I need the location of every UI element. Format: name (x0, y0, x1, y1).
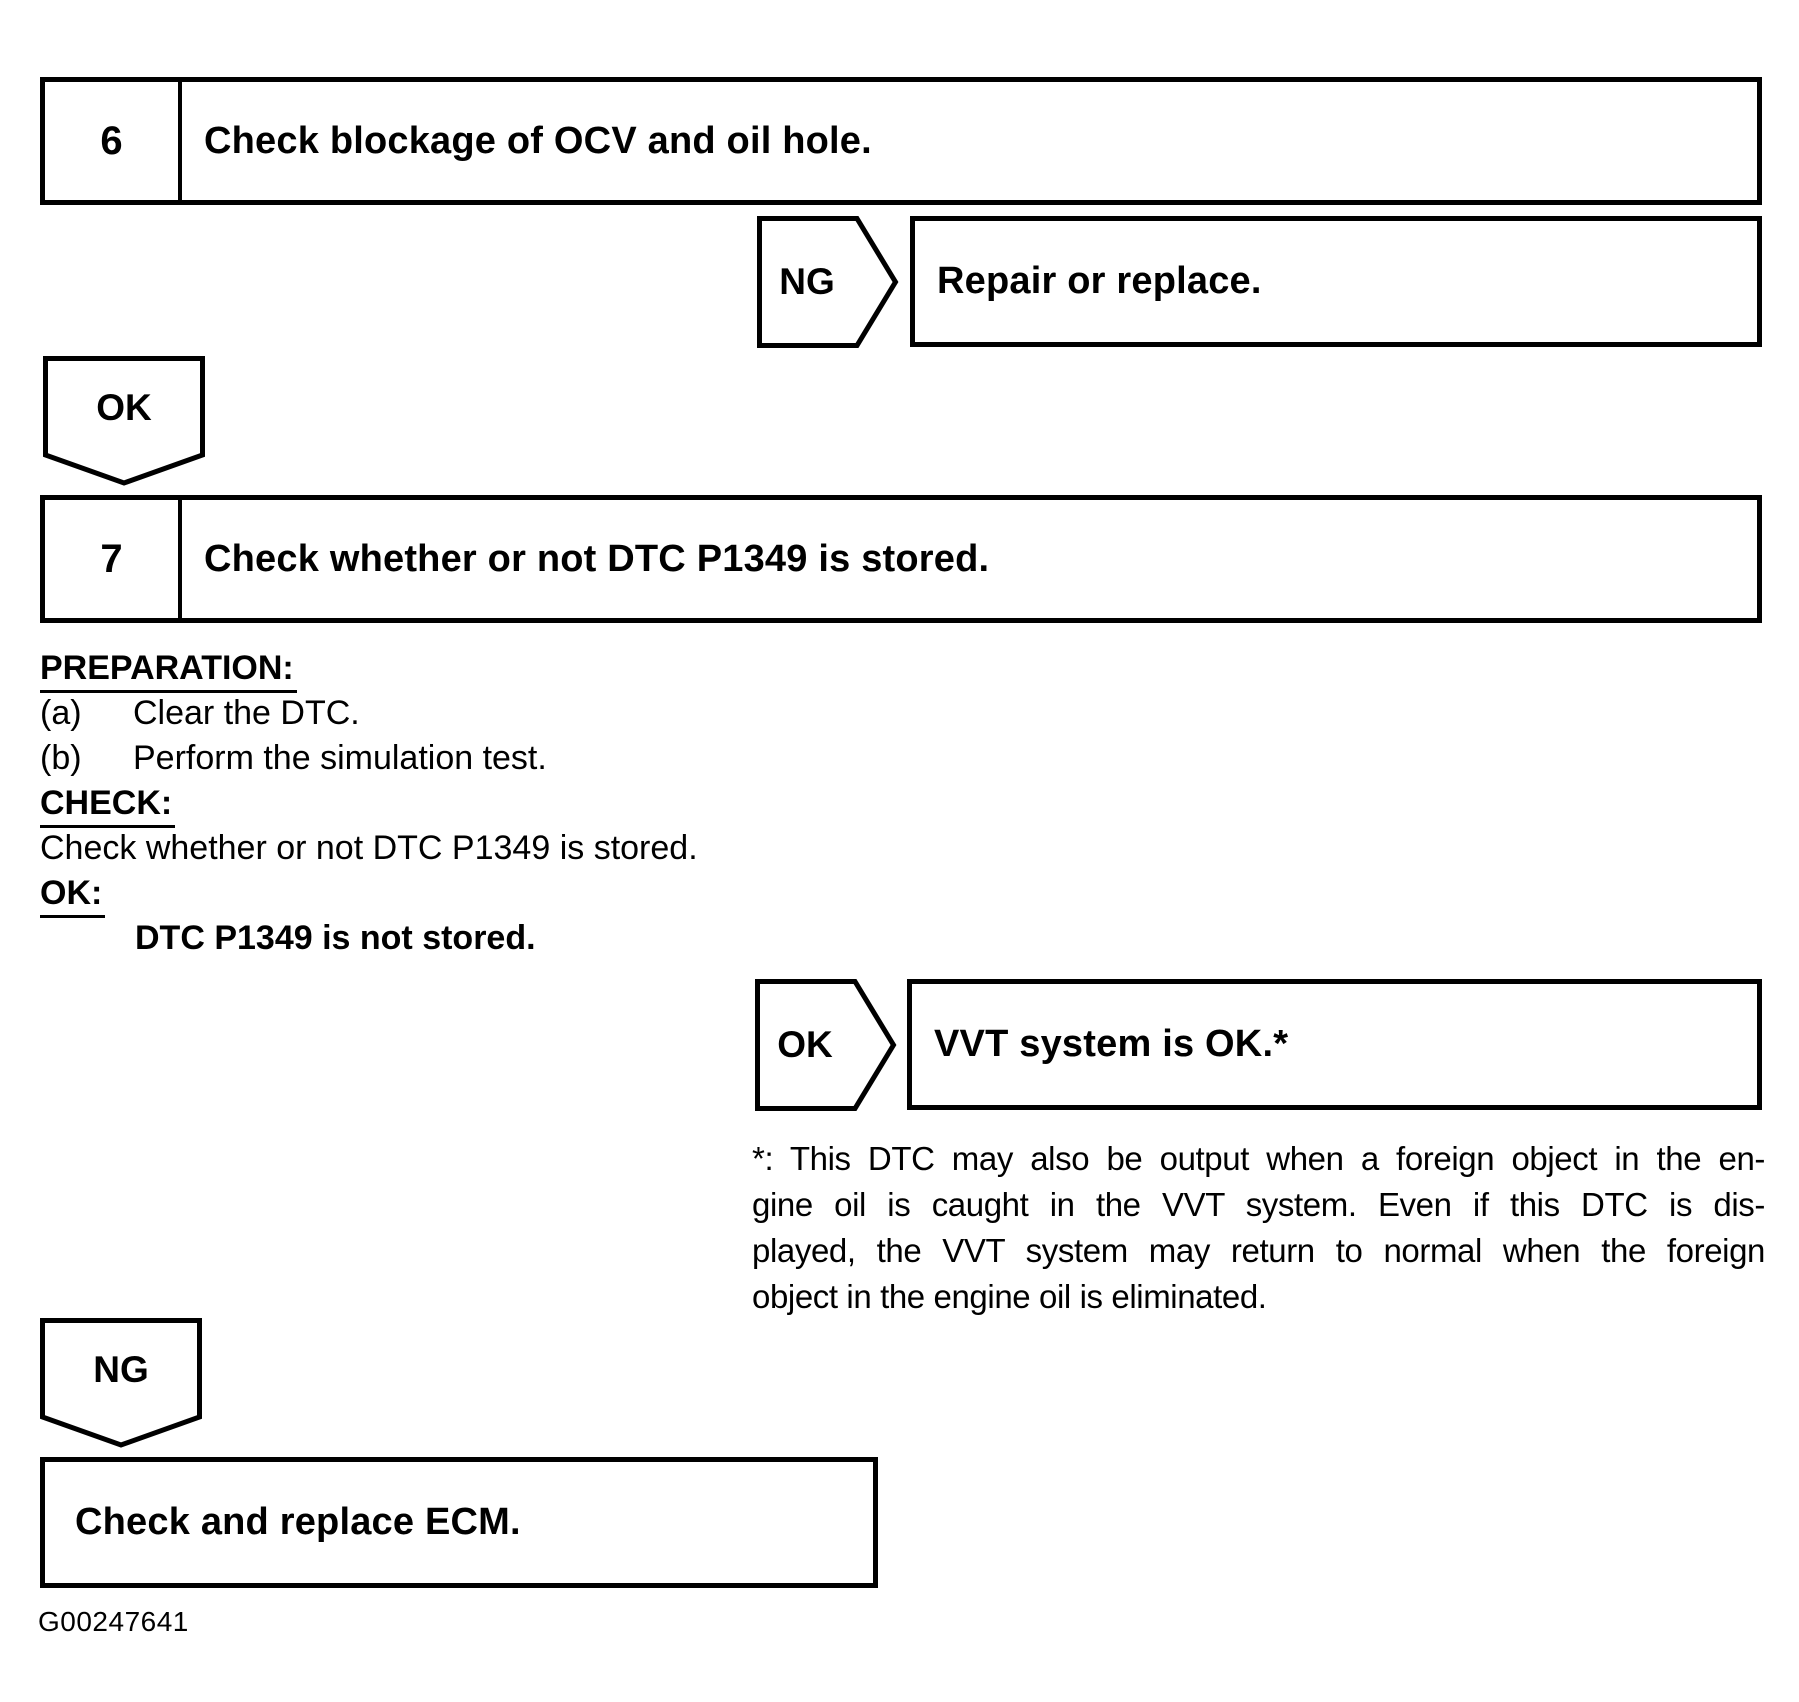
footnote-line: played, the VVT system may return to normal when the foreign (752, 1232, 1765, 1269)
ng-branch-tag (757, 216, 899, 348)
vvt-ok-box (907, 979, 1762, 1110)
result-text: VVT system is OK.* (934, 1023, 1289, 1065)
check-heading: CHECK: (40, 781, 940, 826)
footnote-line: *: This DTC may also be output when a foreign object in the en- (752, 1140, 1765, 1177)
footnote-line: object in the engine oil is eliminated. (752, 1278, 1267, 1315)
item-text: Perform the simulation test. (133, 739, 547, 777)
check-replace-ecm-box (40, 1457, 878, 1588)
step-number: 7 (45, 500, 182, 618)
ok-flow-label: OK (96, 387, 152, 428)
preparation-heading: PREPARATION: (40, 646, 940, 691)
ok-branch-label: OK (777, 1024, 833, 1065)
ok-heading: OK: (40, 871, 940, 916)
step-7-box (40, 495, 1762, 623)
check-description: Check whether or not DTC P1349 is stored. (40, 829, 698, 867)
preparation-item-a (40, 691, 940, 736)
ng-flow-label: NG (93, 1349, 149, 1390)
ok-flow-pentagon (43, 356, 205, 486)
result-text: Check and replace ECM. (75, 1501, 521, 1543)
ng-flow-pentagon (40, 1318, 202, 1448)
figure-id: G00247641 (38, 1606, 189, 1637)
step-title: Check blockage of OCV and oil hole. (204, 119, 872, 162)
item-marker: (b) (40, 739, 82, 777)
repair-or-replace-box (910, 216, 1762, 347)
ok-branch-tag (755, 979, 897, 1111)
procedure-text (40, 646, 940, 961)
item-text: Clear the DTC. (133, 694, 360, 732)
step-6-box (40, 77, 1762, 205)
preparation-item-b (40, 736, 940, 781)
footnote-text (752, 1136, 1765, 1320)
step-number: 6 (45, 82, 182, 200)
result-text: Repair or replace. (937, 260, 1262, 302)
step-title: Check whether or not DTC P1349 is stored. (204, 537, 990, 580)
ng-branch-label: NG (779, 261, 835, 302)
footnote-line: gine oil is caught in the VVT system. Even if this DTC is dis- (752, 1186, 1765, 1223)
ok-condition: DTC P1349 is not stored. (135, 919, 536, 957)
item-marker: (a) (40, 694, 82, 732)
